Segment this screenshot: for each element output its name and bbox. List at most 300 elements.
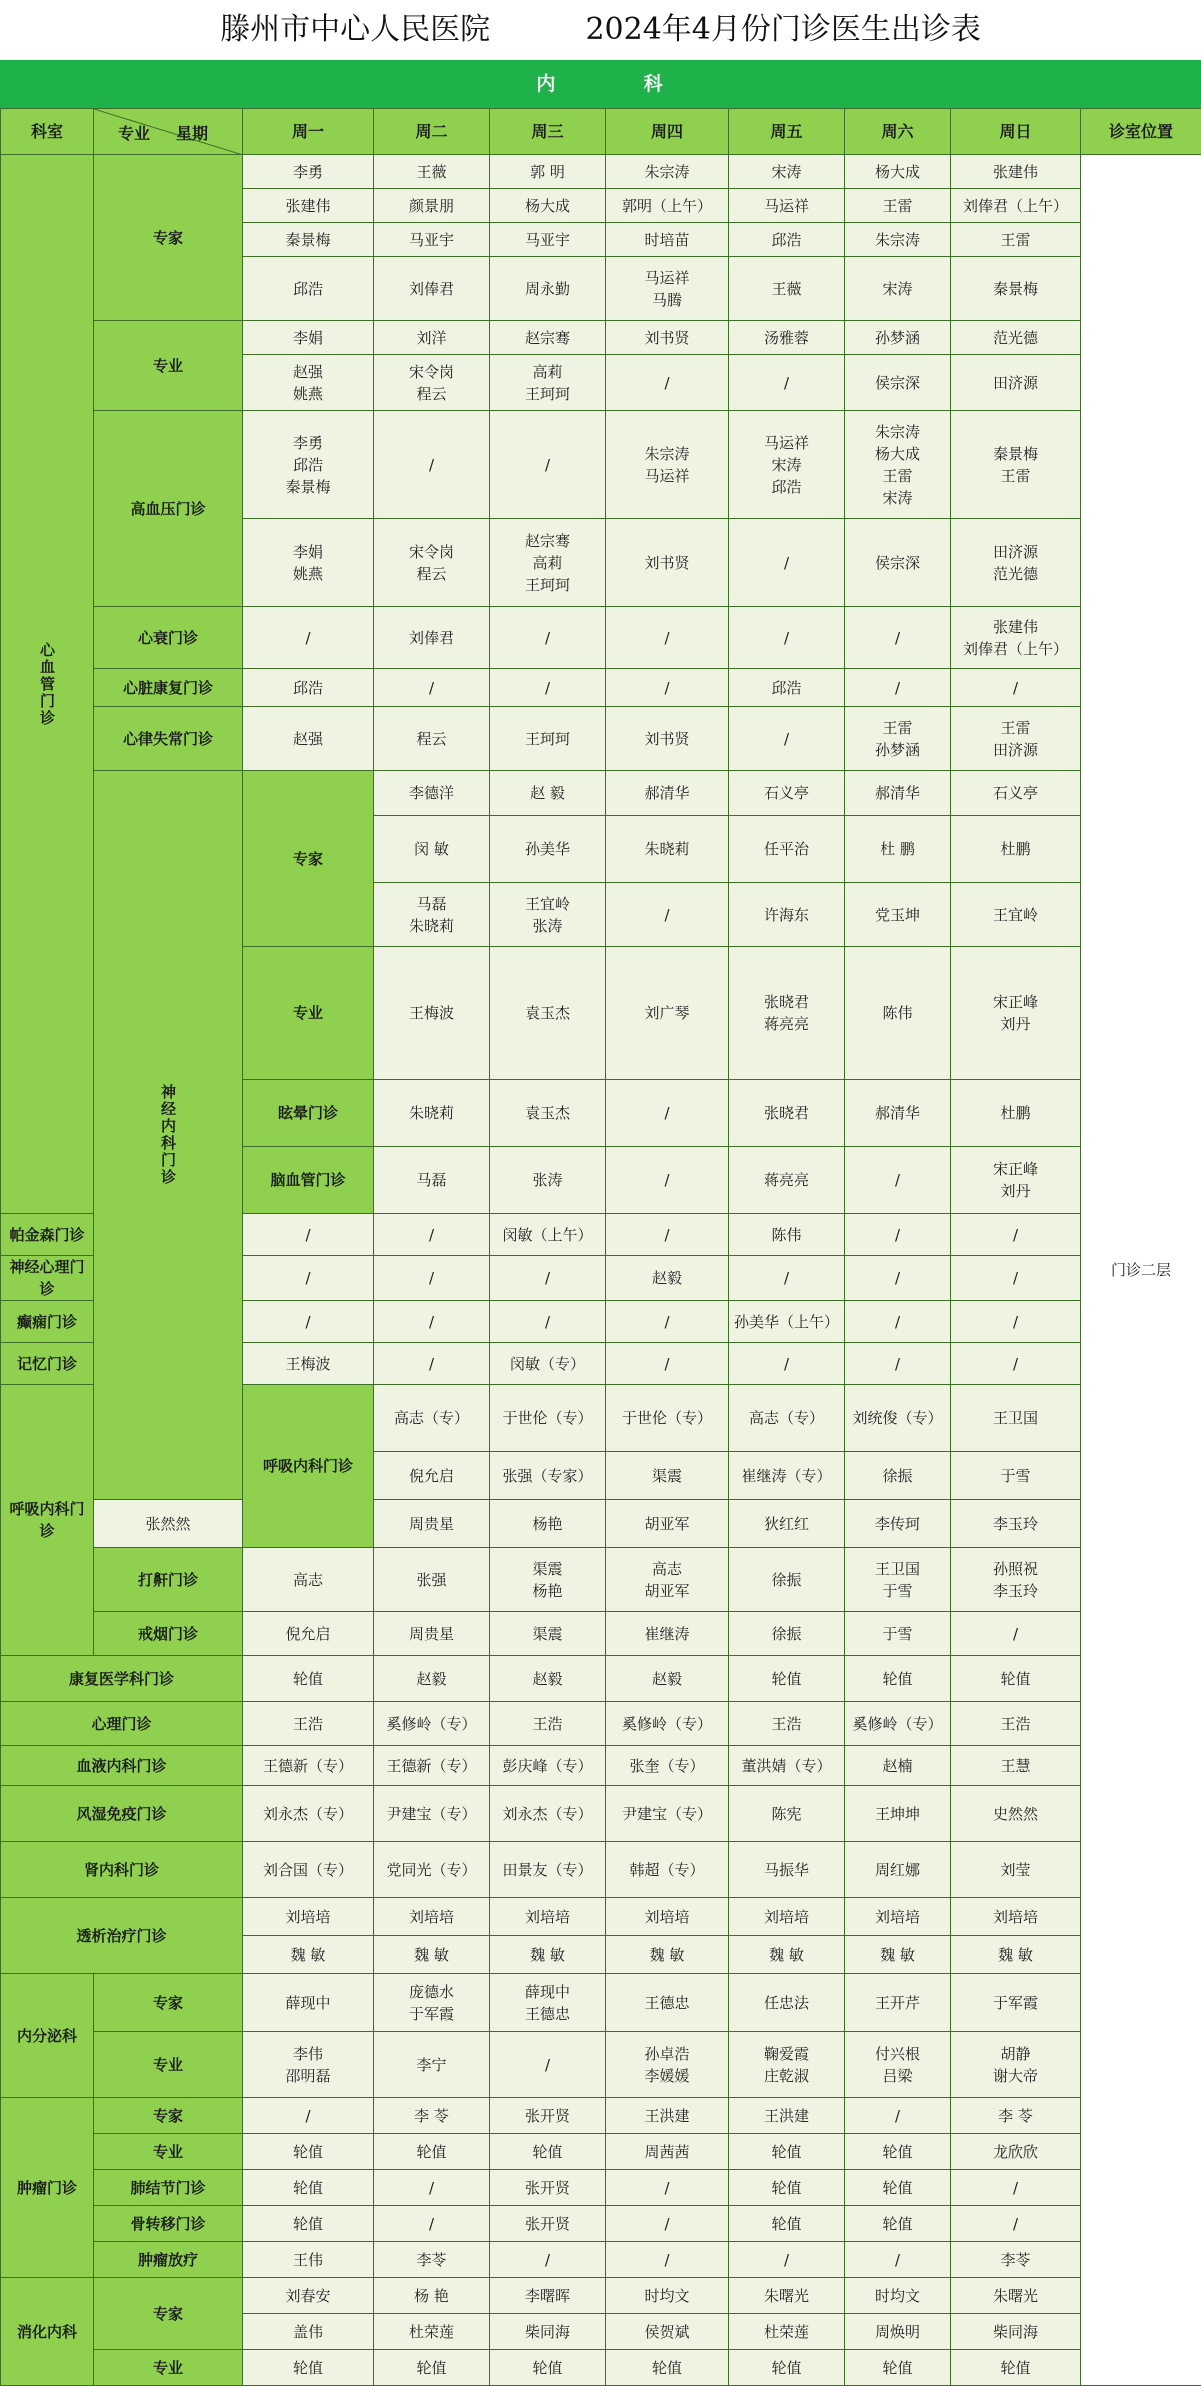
schedule-row (1, 1702, 1201, 1746)
specialty-label: 专家 (94, 2098, 243, 2134)
doctor-cell: 朱曙光 (951, 2278, 1081, 2314)
doctor-cell: 袁玉杰 (490, 1080, 606, 1147)
doctor-cell: 朱曙光 (729, 2278, 845, 2314)
doctor-cell: 王德新（专） (243, 1746, 374, 1786)
schedule-row (1, 1786, 1201, 1842)
doctor-cell: 朱晓莉 (374, 1080, 490, 1147)
doctor-cell: 孙美华 (490, 816, 606, 883)
doctor-cell: 庞德水 于军霞 (374, 1974, 490, 2032)
doctor-cell: 轮值 (243, 2206, 374, 2242)
doctor-cell: 周茜茜 (606, 2134, 729, 2170)
doctor-cell: 轮值 (490, 2134, 606, 2170)
doctor-cell: 高志 胡亚军 (606, 1548, 729, 1612)
doctor-cell: / (845, 1256, 951, 1301)
doctor-cell: 邱浩 (729, 223, 845, 257)
doctor-cell: 陈伟 (729, 1214, 845, 1256)
doctor-cell: 于军霞 (951, 1974, 1081, 2032)
doctor-cell: 郝清华 (845, 1080, 951, 1147)
doctor-cell: 史然然 (951, 1786, 1081, 1842)
doctor-cell: 刘培培 (606, 1898, 729, 1936)
doctor-cell: 田景友（专） (490, 1842, 606, 1898)
doctor-cell: 马磊 朱晓莉 (374, 883, 490, 947)
doctor-cell: 张建伟 (951, 155, 1081, 189)
doctor-cell: 刘书贤 (606, 707, 729, 771)
doctor-cell: 秦景梅 王雷 (951, 411, 1081, 519)
doctor-cell: 李娟 (243, 321, 374, 355)
doctor-cell: / (606, 2206, 729, 2242)
doctor-cell: 周焕明 (845, 2314, 951, 2350)
doctor-cell: 张开贤 (490, 2170, 606, 2206)
doctor-cell: 轮值 (729, 1656, 845, 1702)
doctor-cell: 时均文 (606, 2278, 729, 2314)
doctor-cell: 轮值 (490, 2350, 606, 2386)
doctor-cell: 许海东 (729, 883, 845, 947)
doctor-cell: 侯宗深 (845, 519, 951, 607)
doctor-cell: 刘俸君 (374, 607, 490, 669)
doctor-cell: 刘莹 (951, 1842, 1081, 1898)
dept-label: 消化内科 (1, 2278, 94, 2386)
doctor-cell: 于世伦（专） (606, 1385, 729, 1452)
doctor-cell: / (606, 607, 729, 669)
doctor-cell: 侯贺斌 (606, 2314, 729, 2350)
doctor-cell: 闵 敏 (374, 816, 490, 883)
doctor-cell: / (374, 2170, 490, 2206)
schedule-row (1, 321, 1201, 355)
header-dept: 科室 (1, 109, 94, 155)
doctor-cell: 石义亭 (729, 771, 845, 816)
doctor-cell: 彭庆峰（专） (490, 1746, 606, 1786)
doctor-cell: 徐振 (729, 1548, 845, 1612)
doctor-cell: / (729, 519, 845, 607)
doctor-cell: 李玉玲 (951, 1500, 1081, 1548)
doctor-cell: 于雪 (845, 1612, 951, 1656)
doctor-cell: / (951, 1214, 1081, 1256)
doctor-cell: 盖伟 (243, 2314, 374, 2350)
doctor-cell: 渠震 (490, 1612, 606, 1656)
doctor-cell: 王开芹 (845, 1974, 951, 2032)
doctor-cell: 王德忠 (606, 1974, 729, 2032)
schedule-table (0, 108, 1201, 2386)
doctor-cell: / (729, 707, 845, 771)
doctor-cell: 朱宗涛 (606, 155, 729, 189)
doctor-cell: / (374, 1343, 490, 1385)
doctor-cell: 薛现中 王德忠 (490, 1974, 606, 2032)
doctor-cell: 程云 (374, 707, 490, 771)
doctor-cell: / (374, 2206, 490, 2242)
doctor-cell: 赵毅 (606, 1256, 729, 1301)
doctor-cell: 党同光（专） (374, 1842, 490, 1898)
doctor-cell: 张晓君 (729, 1080, 845, 1147)
specialty-label: 专家 (94, 1974, 243, 2032)
schedule-row (1, 2032, 1201, 2098)
doctor-cell: 周红娜 (845, 1842, 951, 1898)
doctor-cell: 朱宗涛 (845, 223, 951, 257)
schedule-row (1, 2278, 1201, 2314)
doctor-cell: 王卫国 (951, 1385, 1081, 1452)
doctor-cell: / (845, 1343, 951, 1385)
doctor-cell: 刘洋 (374, 321, 490, 355)
doctor-cell: 魏 敏 (490, 1936, 606, 1974)
specialty-label: 癫痫门诊 (1, 1301, 94, 1343)
schedule-row (1, 2242, 1201, 2278)
doctor-cell: / (729, 1343, 845, 1385)
doctor-cell: / (606, 355, 729, 411)
doctor-cell: / (490, 1301, 606, 1343)
doctor-cell: 王薇 (729, 257, 845, 321)
doctor-cell: 高志 (243, 1548, 374, 1612)
doctor-cell: 孙美华（上午） (729, 1301, 845, 1343)
dept-label: 血液内科门诊 (1, 1746, 243, 1786)
doctor-cell: 张建伟 刘俸君（上午） (951, 607, 1081, 669)
header-location: 诊室位置 (1081, 109, 1201, 155)
doctor-cell: 刘培培 (243, 1898, 374, 1936)
doctor-cell: 王慧 (951, 1746, 1081, 1786)
schedule-row (1, 155, 1201, 189)
doctor-cell: 刘永杰（专） (243, 1786, 374, 1842)
doctor-cell: 鞠爱霞 庄乾淑 (729, 2032, 845, 2098)
doctor-cell: 轮值 (243, 2170, 374, 2206)
doctor-cell: 奚修岭（专） (606, 1702, 729, 1746)
doctor-cell: 郭明（上午） (606, 189, 729, 223)
doctor-cell: 杜荣莲 (729, 2314, 845, 2350)
doctor-cell: 杨 艳 (374, 2278, 490, 2314)
doctor-cell: / (729, 607, 845, 669)
doctor-cell: 付兴根 吕梁 (845, 2032, 951, 2098)
doctor-cell: 赵宗骞 高莉 王珂珂 (490, 519, 606, 607)
specialty-label: 肺结节门诊 (94, 2170, 243, 2206)
doctor-cell: 张强 (374, 1548, 490, 1612)
doctor-cell: 徐振 (729, 1612, 845, 1656)
specialty-label: 骨转移门诊 (94, 2206, 243, 2242)
doctor-cell: / (606, 669, 729, 707)
doctor-cell: 刘统俊（专） (845, 1385, 951, 1452)
doctor-cell: 张开贤 (490, 2206, 606, 2242)
doctor-cell: 王浩 (490, 1702, 606, 1746)
doctor-cell: 李传珂 (845, 1500, 951, 1548)
doctor-cell: / (951, 1256, 1081, 1301)
doctor-cell: 杨大成 (845, 155, 951, 189)
doctor-cell: 王梅波 (374, 947, 490, 1080)
doctor-cell: 轮值 (729, 2170, 845, 2206)
doctor-cell: 马亚宇 (490, 223, 606, 257)
specialty-label: 心律失常门诊 (94, 707, 243, 771)
doctor-cell: 轮值 (243, 2350, 374, 2386)
doctor-cell: 魏 敏 (606, 1936, 729, 1974)
doctor-cell: 石义亭 (951, 771, 1081, 816)
doctor-cell: 赵强 (243, 707, 374, 771)
doctor-cell: 高志（专） (374, 1385, 490, 1452)
header-day: 周四 (606, 109, 729, 155)
doctor-cell: 轮值 (845, 2350, 951, 2386)
doctor-cell: / (845, 2242, 951, 2278)
doctor-cell: 党玉坤 (845, 883, 951, 947)
doctor-cell: 马运祥 宋涛 邱浩 (729, 411, 845, 519)
doctor-cell: 杜鹏 (951, 816, 1081, 883)
doctor-cell: 轮值 (729, 2206, 845, 2242)
doctor-cell: 张涛 (490, 1147, 606, 1214)
schedule-row (1, 2206, 1201, 2242)
schedule-row (1, 1898, 1201, 1936)
doctor-cell: 王浩 (951, 1702, 1081, 1746)
specialty-label: 眩晕门诊 (243, 1080, 374, 1147)
doctor-cell: 宋涛 (845, 257, 951, 321)
schedule-row (1, 607, 1201, 669)
doctor-cell: 董洪婧（专） (729, 1746, 845, 1786)
doctor-cell: 李 苓 (951, 2098, 1081, 2134)
doctor-cell: 王薇 (374, 155, 490, 189)
doctor-cell: 张强（专家） (490, 1452, 606, 1500)
doctor-cell: 宋令岗 程云 (374, 355, 490, 411)
schedule-row (1, 2098, 1201, 2134)
doctor-cell: 轮值 (845, 2206, 951, 2242)
doctor-cell: 刘俸君（上午） (951, 189, 1081, 223)
doctor-cell: 周贵星 (374, 1500, 490, 1548)
doctor-cell: / (729, 2242, 845, 2278)
doctor-cell: 朱宗涛 马运祥 (606, 411, 729, 519)
doctor-cell: 王坤坤 (845, 1786, 951, 1842)
doctor-cell: 刘广琴 (606, 947, 729, 1080)
doctor-cell: 刘俸君 (374, 257, 490, 321)
specialty-label: 高血压门诊 (94, 411, 243, 607)
specialty-label: 神经心理门诊 (1, 1256, 94, 1301)
doctor-cell: 田济源 (951, 355, 1081, 411)
header-day: 周三 (490, 109, 606, 155)
doctor-cell: / (243, 607, 374, 669)
doctor-cell: 刘合国（专） (243, 1842, 374, 1898)
doctor-cell: 蒋亮亮 (729, 1147, 845, 1214)
specialty-label: 肿瘤放疗 (94, 2242, 243, 2278)
doctor-cell: 龙欣欣 (951, 2134, 1081, 2170)
dept-label: 风湿免疫门诊 (1, 1786, 243, 1842)
doctor-cell: 王宜岭 (951, 883, 1081, 947)
doctor-cell: 于世伦（专） (490, 1385, 606, 1452)
doctor-cell: / (490, 2032, 606, 2098)
doctor-cell: 尹建宝（专） (606, 1786, 729, 1842)
schedule-row (1, 1612, 1201, 1656)
doctor-cell: 魏 敏 (374, 1936, 490, 1974)
doctor-cell: 王梅波 (243, 1343, 374, 1385)
doctor-cell: / (374, 411, 490, 519)
doctor-cell: 马磊 (374, 1147, 490, 1214)
doctor-cell: 杨大成 (490, 189, 606, 223)
doctor-cell: / (490, 1256, 606, 1301)
doctor-cell: / (606, 1080, 729, 1147)
specialty-label: 专业 (94, 2032, 243, 2098)
specialty-label: 专家 (243, 771, 374, 947)
doctor-cell: 邱浩 (243, 669, 374, 707)
doctor-cell: 张奎（专） (606, 1746, 729, 1786)
schedule-row (1, 411, 1201, 519)
doctor-cell: / (845, 1214, 951, 1256)
specialty-label: 专业 (94, 321, 243, 411)
specialty-label: 专业 (94, 2134, 243, 2170)
doctor-cell: / (845, 1147, 951, 1214)
dept-label: 心血管门诊 (1, 155, 94, 1214)
doctor-cell: 刘培培 (490, 1898, 606, 1936)
doctor-cell: 郝清华 (606, 771, 729, 816)
doctor-cell: 轮值 (243, 2134, 374, 2170)
doctor-cell: / (606, 2242, 729, 2278)
doctor-cell: 闵敏（上午） (490, 1214, 606, 1256)
doctor-cell: 李苓 (374, 2242, 490, 2278)
doctor-cell: 刘永杰（专） (490, 1786, 606, 1842)
schedule-row (1, 1842, 1201, 1898)
dept-label: 透析治疗门诊 (1, 1898, 243, 1974)
doctor-cell: 赵毅 (490, 1656, 606, 1702)
doctor-cell: 王浩 (243, 1702, 374, 1746)
doctor-cell: / (374, 1214, 490, 1256)
doctor-cell: 任忠法 (729, 1974, 845, 2032)
doctor-cell: / (951, 669, 1081, 707)
doctor-cell: / (845, 669, 951, 707)
doctor-cell: 轮值 (729, 2350, 845, 2386)
doctor-cell: 王雷 田济源 (951, 707, 1081, 771)
doctor-cell: 侯宗深 (845, 355, 951, 411)
doctor-cell: 郭 明 (490, 155, 606, 189)
doctor-cell: 张然然 (94, 1500, 243, 1548)
doctor-cell: 王雷 孙梦涵 (845, 707, 951, 771)
doctor-cell: 徐振 (845, 1452, 951, 1500)
header-day: 周一 (243, 109, 374, 155)
doctor-cell: / (243, 1256, 374, 1301)
schedule-row (1, 2350, 1201, 2386)
doctor-cell: 王宜岭 张涛 (490, 883, 606, 947)
specialty-label: 心衰门诊 (94, 607, 243, 669)
header-day: 周二 (374, 109, 490, 155)
schedule-row (1, 1500, 1201, 1548)
header-day: 周日 (951, 109, 1081, 155)
doctor-cell: 李 苓 (374, 2098, 490, 2134)
schedule-row (1, 1746, 1201, 1786)
doctor-cell: 倪允启 (374, 1452, 490, 1500)
doctor-cell: 倪允启 (243, 1612, 374, 1656)
doctor-cell: / (490, 607, 606, 669)
doctor-cell: 王伟 (243, 2242, 374, 2278)
doctor-cell: / (374, 1301, 490, 1343)
header-week: 星期 (176, 123, 208, 145)
specialty-label: 专业 (243, 947, 374, 1080)
doctor-cell: 陈伟 (845, 947, 951, 1080)
doctor-cell: 王卫国 于雪 (845, 1548, 951, 1612)
doctor-cell: 马运祥 (729, 189, 845, 223)
doctor-cell: / (606, 2170, 729, 2206)
doctor-cell: 魏 敏 (729, 1936, 845, 1974)
doctor-cell: 孙卓浩 李媛媛 (606, 2032, 729, 2098)
doctor-cell: / (951, 2206, 1081, 2242)
doctor-cell: 田济源 范光德 (951, 519, 1081, 607)
doctor-cell: 刘书贤 (606, 321, 729, 355)
dept-label: 神经内科门诊 (94, 771, 243, 1500)
doctor-cell: 刘培培 (729, 1898, 845, 1936)
schedule-row (1, 771, 1201, 816)
doctor-cell: / (243, 2098, 374, 2134)
doctor-cell: 时培苗 (606, 223, 729, 257)
doctor-cell: 李勇 (243, 155, 374, 189)
doctor-cell: / (951, 2170, 1081, 2206)
doctor-cell: / (490, 2242, 606, 2278)
doctor-cell: 周永勤 (490, 257, 606, 321)
doctor-cell: 杨艳 (490, 1500, 606, 1548)
doctor-cell: 魏 敏 (243, 1936, 374, 1974)
header-day: 周五 (729, 109, 845, 155)
doctor-cell: 邱浩 (729, 669, 845, 707)
header-specialty: 专业 (118, 123, 150, 145)
doctor-cell: 范光德 (951, 321, 1081, 355)
corner-diagonal (94, 109, 243, 155)
doctor-cell: 李曙晖 (490, 2278, 606, 2314)
specialty-label: 呼吸内科门诊 (243, 1385, 374, 1548)
doctor-cell: / (606, 1147, 729, 1214)
dept-label: 肾内科门诊 (1, 1842, 243, 1898)
doctor-cell: 赵毅 (374, 1656, 490, 1702)
doctor-cell: 王雷 (845, 189, 951, 223)
doctor-cell: 王浩 (729, 1702, 845, 1746)
doctor-cell: 秦景梅 (951, 257, 1081, 321)
doctor-cell: 杜 鹏 (845, 816, 951, 883)
dept-label: 心理门诊 (1, 1702, 243, 1746)
doctor-cell: 刘书贤 (606, 519, 729, 607)
doctor-cell: 李伟 邵明磊 (243, 2032, 374, 2098)
doctor-cell: 秦景梅 (243, 223, 374, 257)
doctor-cell: 李宁 (374, 2032, 490, 2098)
doctor-cell: / (951, 1612, 1081, 1656)
doctor-cell: 邱浩 (243, 257, 374, 321)
doctor-cell: 宋正峰 刘丹 (951, 947, 1081, 1080)
doctor-cell: 马亚宇 (374, 223, 490, 257)
schedule-row (1, 1656, 1201, 1702)
doctor-cell: / (243, 1301, 374, 1343)
doctor-cell: 杜荣莲 (374, 2314, 490, 2350)
schedule-row (1, 1974, 1201, 2032)
doctor-cell: 王洪建 (606, 2098, 729, 2134)
doctor-cell: 轮值 (951, 1656, 1081, 1702)
specialty-label: 专业 (94, 2350, 243, 2386)
doctor-cell: 郝清华 (845, 771, 951, 816)
doctor-cell: 朱宗涛 杨大成 王雷 宋涛 (845, 411, 951, 519)
schedule-row (1, 2170, 1201, 2206)
doctor-cell: 任平治 (729, 816, 845, 883)
doctor-cell: 刘春安 (243, 2278, 374, 2314)
doctor-cell: / (374, 669, 490, 707)
doctor-cell: 轮值 (606, 2350, 729, 2386)
doctor-cell: 孙照祝 李玉玲 (951, 1548, 1081, 1612)
schedule-row (1, 1548, 1201, 1612)
dept-label: 呼吸内科门诊 (1, 1385, 94, 1656)
doctor-cell: 王雷 (951, 223, 1081, 257)
doctor-cell: 赵 毅 (490, 771, 606, 816)
doctor-cell: 魏 敏 (951, 1936, 1081, 1974)
doctor-cell: 王洪建 (729, 2098, 845, 2134)
doctor-cell: 轮值 (374, 2134, 490, 2170)
doctor-cell: / (374, 1256, 490, 1301)
doctor-cell: 魏 敏 (845, 1936, 951, 1974)
doctor-cell: 宋涛 (729, 155, 845, 189)
doctor-cell: 渠震 (606, 1452, 729, 1500)
schedule-row (1, 707, 1201, 771)
doctor-cell: 渠震 杨艳 (490, 1548, 606, 1612)
doctor-cell: / (606, 883, 729, 947)
doctor-cell: / (845, 2098, 951, 2134)
dept-label: 肿瘤门诊 (1, 2098, 94, 2278)
doctor-cell: / (729, 1256, 845, 1301)
specialty-label: 帕金森门诊 (1, 1214, 94, 1256)
doctor-cell: 赵毅 (606, 1656, 729, 1702)
doctor-cell: 王德新（专） (374, 1746, 490, 1786)
doctor-cell: 李娟 姚燕 (243, 519, 374, 607)
doctor-cell: / (490, 411, 606, 519)
doctor-cell: / (606, 1343, 729, 1385)
doctor-cell: 张建伟 (243, 189, 374, 223)
